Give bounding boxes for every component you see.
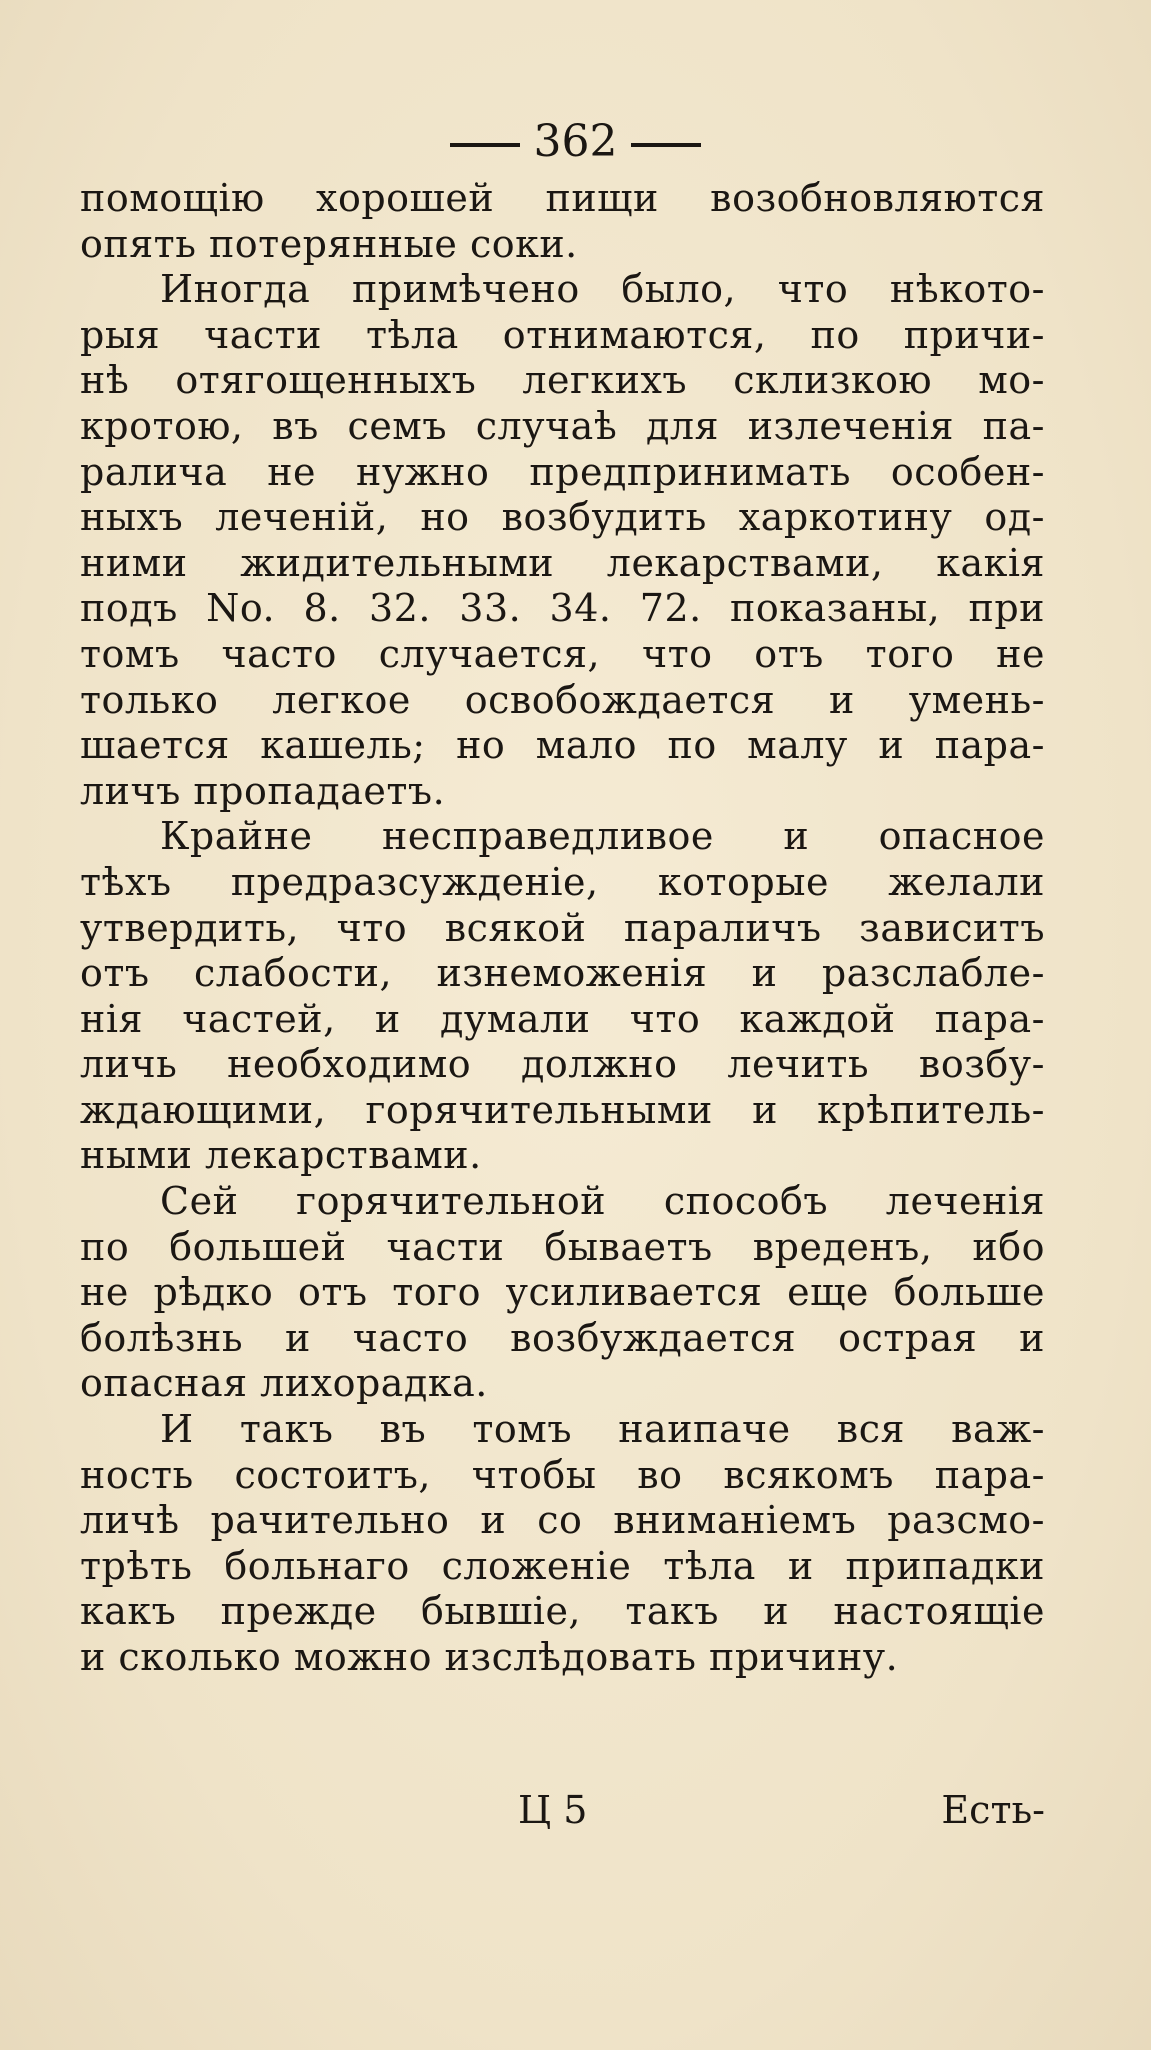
text-line: кротою, въ семъ случаѣ для излеченія па-	[80, 403, 1045, 448]
text-line: рыя части тѣла отнимаются, по причи-	[80, 312, 1045, 357]
body-text	[80, 176, 1045, 1681]
page-header	[0, 112, 1151, 172]
text-line: ждающими, горячительными и крѣпитель-	[80, 1087, 1045, 1132]
text-line: трѣть больнаго сложеніе тѣла и припадки	[80, 1543, 1045, 1588]
header-dash-left	[450, 143, 520, 147]
text-line: ныхъ леченій, но возбудить харкотину од-	[80, 495, 1045, 540]
text-line: болѣзнь и часто возбуждается острая и	[80, 1315, 1045, 1360]
text-line: утвердить, что всякой параличъ зависитъ	[80, 905, 1045, 950]
text-line: личь необходимо должно лечить возбу-	[80, 1042, 1045, 1087]
text-line: ность состоитъ, чтобы во всякомъ пара-	[80, 1452, 1045, 1497]
signature-mark: Ц 5	[518, 1788, 588, 1832]
text-line: не рѣдко отъ того усиливается еще больше	[80, 1270, 1045, 1315]
text-line: и сколько можно изслѣдовать причину.	[80, 1635, 899, 1679]
text-line: опасная лихорадка.	[80, 1361, 488, 1406]
catchword: Есть-	[941, 1788, 1045, 1832]
text-line: подъ No. 8. 32. 33. 34. 72. показаны, при	[80, 586, 1045, 631]
text-line: шается кашель; но мало по малу и пара-	[80, 723, 1045, 768]
text-line: томъ часто случается, что отъ того не	[80, 631, 1045, 676]
text-line: ралича не нужно предпринимать особен-	[80, 449, 1045, 494]
header-dash-right	[631, 143, 701, 147]
page-footer	[80, 1784, 1045, 1836]
text-line: И такъ въ томъ наипаче вся важ-	[160, 1407, 1045, 1452]
text-line: личъ пропадаетъ.	[80, 768, 446, 813]
text-line: Иногда примѣчено было, что нѣкото-	[160, 267, 1045, 312]
text-line: по большей части бываетъ вреденъ, ибо	[80, 1224, 1045, 1269]
page-number: 362	[533, 116, 618, 167]
text-line: ными лекарствами.	[80, 1133, 482, 1178]
text-line: нѣ отягощенныхъ легкихъ склизкою мо-	[80, 358, 1045, 403]
text-line: помощію хорошей пищи возобновляются	[80, 176, 1045, 220]
text-line: опять потерянные соки.	[80, 221, 578, 266]
text-line: нія частей, и думали что каждой пара-	[80, 996, 1045, 1041]
text-line: Крайне несправедливое и опасное	[160, 814, 1045, 859]
text-line: тѣхъ предразсужденіе, которые желали	[80, 859, 1045, 904]
text-line: Сей горячительной способъ леченія	[160, 1179, 1045, 1224]
text-line: какъ прежде бывшіе, такъ и настоящіе	[80, 1589, 1045, 1634]
text-line: личѣ рачительно и со вниманіемъ разсмо-	[80, 1498, 1045, 1543]
text-line: отъ слабости, изнеможенія и разслабле-	[80, 951, 1045, 996]
text-line: только легкое освобождается и умень-	[80, 677, 1045, 722]
text-line: ними жидительными лекарствами, какія	[80, 540, 1045, 585]
